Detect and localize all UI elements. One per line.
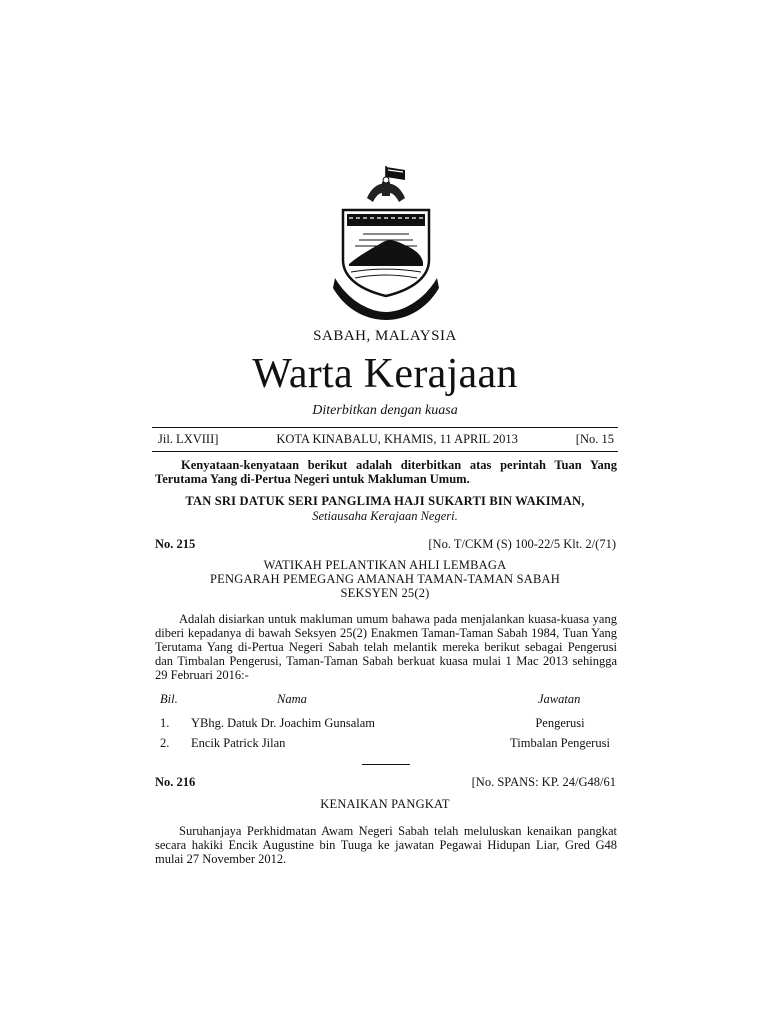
notice-215-heading-2: PENGARAH PEMEGANG AMANAH TAMAN-TAMAN SABAH	[210, 572, 560, 586]
notice-216-heading: KENAIKAN PANGKAT	[320, 797, 450, 811]
intro-text: Kenyataan-kenyataan berikut adalah diterbitkan atas perintah Tuan Yang Terutama Yang di-Pertua Negeri untuk Makluman Umum.	[155, 458, 617, 486]
notice-215-reference: [No. T/CKM (S) 100-22/5 Klt. 2/(71)	[428, 537, 616, 551]
issue-number: [No. 15	[575, 432, 614, 446]
notice-215-body-text: Adalah disiarkan untuk makluman umum bahawa pada menjalankan kuasa-kuasa yang diberi kepadanya di bawah Seksyen 25(2) Enakmen Taman-Taman Sabah 1984, Tuan Yang Terutama Yang di-Pertua Negeri Sabah telah melantik mereka berikut sebagai Pengerusi dan Timbalan Pengerusi, Taman-Taman Sabah berkuat kuasa mulai 1 Mac 2013 sehingga 29 Februari 2016:-	[155, 612, 617, 682]
gazette-subtitle: Diterbitkan dengan kuasa	[312, 403, 458, 418]
table-row-1-position: Pengerusi	[535, 716, 585, 730]
header-rule-bottom	[152, 451, 618, 452]
notice-separator	[362, 764, 410, 765]
notice-215-heading-3: SEKSYEN 25(2)	[340, 586, 430, 600]
gazette-title: Warta Kerajaan	[252, 351, 518, 397]
volume-label: Jil. LXVIII]	[158, 432, 219, 446]
intro-paragraph	[155, 458, 617, 486]
table-header-no: Bil.	[160, 692, 178, 706]
table-row-1-no: 1.	[160, 716, 170, 730]
table-row-2-name: Encik Patrick Jilan	[191, 736, 286, 750]
sabah-coat-of-arms	[325, 155, 447, 322]
notice-216-number: No. 216	[155, 775, 196, 789]
table-row-2-no: 2.	[160, 736, 170, 750]
table-header-name: Nama	[277, 692, 307, 706]
table-header-position: Jawatan	[538, 692, 581, 706]
header-rule-top	[152, 427, 618, 428]
table-row-2-position: Timbalan Pengerusi	[510, 736, 610, 750]
notice-215-heading-1: WATIKAH PELANTIKAN AHLI LEMBAGA	[263, 558, 507, 572]
signer-role: Setiausaha Kerajaan Negeri.	[312, 509, 458, 523]
country-label: SABAH, MALAYSIA	[313, 328, 457, 344]
notice-216-body	[155, 824, 617, 866]
notice-216-body-text: Suruhanjaya Perkhidmatan Awam Negeri Sabah telah meluluskan kenaikan pangkat secara hakiki Encik Augustine bin Tuuga ke jawatan Pegawai Hidupan Liar, Gred G48 mulai 27 November 2012.	[155, 824, 617, 866]
table-row-1-name: YBhg. Datuk Dr. Joachim Gunsalam	[191, 716, 376, 730]
crest-motto: SABAH MAJU JAYA	[325, 155, 397, 164]
issue-meta-row	[158, 432, 614, 447]
place-date-label: KOTA KINABALU, KHAMIS, 11 APRIL 2013	[276, 432, 518, 446]
signer-name: TAN SRI DATUK SERI PANGLIMA HAJI SUKARTI BIN WAKIMAN,	[185, 494, 585, 508]
notice-215-number: No. 215	[155, 537, 196, 551]
notice-216-reference: [No. SPANS: KP. 24/G48/61	[471, 775, 616, 789]
notice-215-body	[155, 612, 617, 682]
